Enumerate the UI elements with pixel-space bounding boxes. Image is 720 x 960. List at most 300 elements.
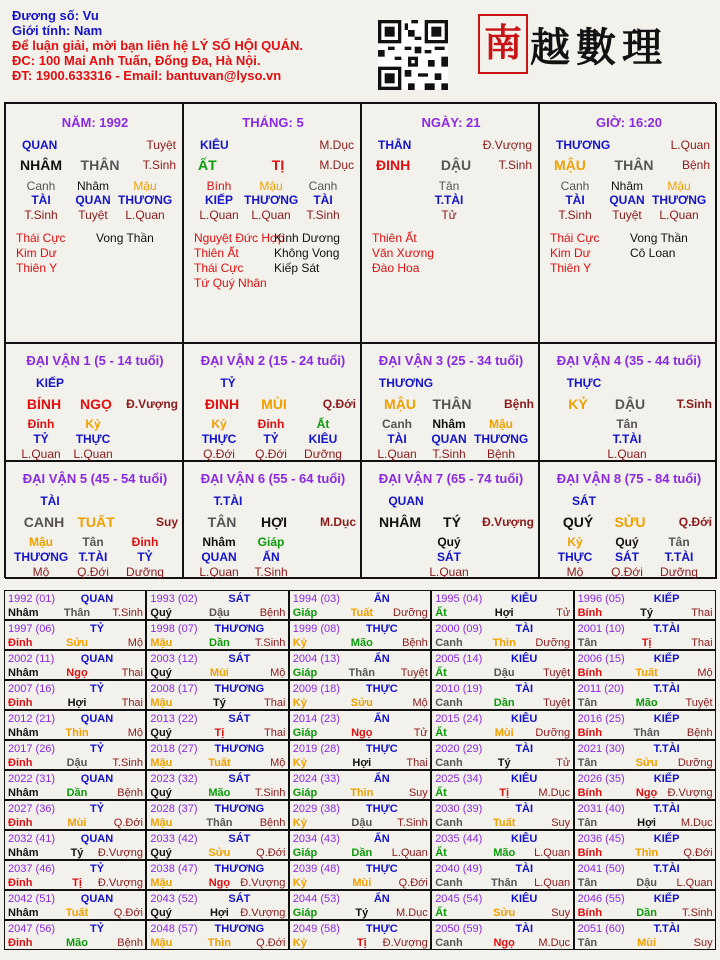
hidden-phase: L.Quan	[199, 208, 239, 222]
year-ten-god: KIÊU	[511, 653, 538, 665]
year-cell[interactable]	[574, 890, 716, 920]
year-ten-god: TỶ	[89, 863, 105, 875]
year-cell[interactable]	[431, 590, 573, 620]
year-ten-god: T.TÀI	[653, 803, 680, 815]
year-label: 2046 (55)	[577, 893, 625, 905]
year-cell[interactable]	[146, 920, 288, 950]
year-phase: Dưỡng	[535, 637, 571, 649]
year-label: 2049 (58)	[292, 923, 340, 935]
hidden-stem: Canh	[308, 179, 338, 193]
year-label: 2040 (49)	[435, 863, 483, 875]
year-cell[interactable]	[574, 710, 716, 740]
year-phase: Đ.Vượng	[97, 877, 143, 889]
year-cell[interactable]	[289, 830, 431, 860]
year-ten-god: T.TÀI	[653, 923, 680, 935]
contact-phone-email: ĐT: 1900.633316 - Email: bantuvan@lyso.vn	[12, 68, 282, 83]
luck-hidden-stem: Quý	[437, 535, 461, 549]
year-cell[interactable]	[431, 920, 573, 950]
year-phase: T.Sinh	[682, 907, 713, 919]
year-cell[interactable]	[4, 740, 146, 770]
luck-hidden-phase: Dưỡng	[126, 565, 164, 579]
luck-branch: NGỌ	[80, 396, 112, 412]
luck-pillar-title: ĐẠI VẬN 2 (15 - 24 tuổi)	[200, 353, 346, 368]
year-stem: Giáp	[292, 847, 318, 859]
year-cell[interactable]	[146, 740, 288, 770]
year-stem: Đinh	[8, 817, 33, 829]
year-stem: Tân	[577, 877, 598, 889]
divine-star: Kim Dư	[16, 246, 57, 260]
year-branch: Thìn	[65, 727, 89, 739]
pillar-ten-god: KIÊU	[200, 138, 229, 152]
year-cell[interactable]	[574, 920, 716, 950]
luck-pillar-cell[interactable]	[361, 343, 539, 461]
luck-hidden-stem: Ất	[316, 417, 330, 431]
year-cell[interactable]	[4, 770, 146, 800]
luck-pillar-title: ĐẠI VẬN 3 (25 - 34 tuổi)	[378, 353, 524, 368]
year-label: 2001 (10)	[577, 623, 625, 635]
year-branch: Dậu	[209, 607, 230, 619]
luck-hidden-stem: Mậu	[29, 535, 53, 549]
year-ten-god: TÀI	[515, 863, 534, 875]
year-phase: Thai	[121, 667, 143, 679]
year-phase: L.Quan	[391, 847, 428, 859]
luck-hidden-ten-god: QUAN	[431, 432, 467, 446]
year-phase: Đ.Vượng	[382, 937, 428, 949]
hidden-ten-god: QUAN	[75, 193, 111, 207]
luck-hidden-phase: Dưỡng	[660, 565, 698, 579]
year-cell[interactable]	[4, 860, 146, 890]
year-ten-god: TÀI	[515, 743, 534, 755]
year-phase: T.Sinh	[397, 817, 428, 829]
luck-hidden-stem: Đinh	[131, 535, 159, 549]
year-stem: Kỷ	[292, 877, 307, 889]
year-branch: Dần	[493, 697, 515, 709]
year-cell[interactable]	[289, 860, 431, 890]
luck-hidden-ten-god: ẤN	[262, 550, 280, 564]
year-ten-god: SÁT	[228, 893, 251, 905]
luck-stem: BÍNH	[26, 396, 62, 412]
qr-code-icon[interactable]	[378, 20, 448, 90]
year-label: 2014 (23)	[292, 713, 340, 725]
luck-hidden-phase: Bệnh	[486, 447, 516, 461]
year-stem: Canh	[435, 757, 463, 769]
divine-star: Thiên Ất	[194, 246, 239, 260]
year-cell[interactable]	[431, 620, 573, 650]
year-stem: Nhâm	[8, 667, 39, 679]
year-label: 2031 (40)	[577, 803, 625, 815]
year-cell[interactable]	[431, 680, 573, 710]
year-ten-god: T.TÀI	[653, 743, 680, 755]
divine-star: Kình Dương	[274, 231, 340, 245]
year-cell[interactable]	[4, 830, 146, 860]
luck-hidden-ten-god: SÁT	[615, 550, 639, 564]
divine-star: Vong Thần	[96, 231, 154, 245]
pillar-cell[interactable]	[183, 103, 361, 343]
year-stem: Giáp	[292, 787, 318, 799]
year-cell[interactable]	[4, 680, 146, 710]
year-cell[interactable]	[574, 590, 716, 620]
year-cell[interactable]	[289, 650, 431, 680]
luck-hidden-stem: Kỷ	[567, 535, 583, 549]
year-cell[interactable]	[289, 890, 431, 920]
year-phase: Đ.Vượng	[667, 787, 713, 799]
contact-address: ĐC: 100 Mai Anh Tuấn, Đống Đa, Hà Nội.	[12, 53, 261, 68]
year-stem: Tân	[577, 757, 598, 769]
year-label: 2000 (09)	[435, 623, 483, 635]
luck-branch: DẬU	[614, 396, 646, 412]
year-cell[interactable]	[146, 620, 288, 650]
year-label: 2050 (59)	[435, 923, 483, 935]
year-branch: Tý	[497, 757, 511, 769]
luck-branch: SỬU	[614, 514, 646, 530]
divine-star: Kim Dư	[550, 246, 591, 260]
year-label: 2045 (54)	[435, 893, 483, 905]
year-stem: Mậu	[150, 937, 173, 949]
owner-name: Đương số: Vu	[12, 8, 99, 23]
year-cell[interactable]	[574, 770, 716, 800]
year-phase: Tử	[556, 757, 571, 769]
luck-hidden-phase: L.Quan	[21, 447, 61, 461]
luck-phase: Suy	[155, 515, 178, 529]
luck-hidden-ten-god: TỶ	[263, 432, 279, 446]
year-cell[interactable]	[431, 800, 573, 830]
luck-branch: MÙI	[261, 396, 287, 412]
year-cell[interactable]	[146, 590, 288, 620]
year-ten-god: QUAN	[80, 773, 114, 785]
year-branch: Mùi	[637, 937, 657, 949]
year-label: 2010 (19)	[435, 683, 483, 695]
year-stem: Mậu	[150, 637, 173, 649]
year-cell[interactable]	[431, 830, 573, 860]
year-label: 2011 (20)	[577, 683, 624, 695]
chart-grid	[4, 102, 716, 578]
year-stem: Bính	[577, 847, 603, 859]
year-label: 2027 (36)	[8, 803, 56, 815]
luck-hidden-ten-god: T.TÀI	[612, 432, 642, 446]
pillar-cell[interactable]	[5, 103, 183, 343]
year-branch: Thân	[633, 727, 660, 739]
year-phase: Suy	[693, 937, 713, 949]
pillar-title: GIỜ: 16:20	[595, 115, 662, 130]
year-branch: Ngọ	[493, 937, 515, 949]
year-phase: Đ.Vượng	[240, 907, 286, 919]
year-ten-god: SÁT	[228, 833, 251, 845]
hidden-ten-god: KIẾP	[204, 193, 233, 207]
year-stem: Kỷ	[292, 637, 307, 649]
year-label: 1992 (01)	[8, 593, 56, 605]
year-ten-god: SÁT	[228, 713, 251, 725]
luck-phase: Q.Đới	[322, 397, 356, 411]
year-stem: Quý	[150, 787, 172, 799]
year-phase: Dưỡng	[393, 607, 428, 619]
year-stem: Giáp	[292, 727, 318, 739]
luck-phase: Đ.Vượng	[126, 397, 178, 411]
branch-phase: T.Sinh	[498, 158, 532, 172]
year-cell[interactable]	[289, 770, 431, 800]
year-ten-god: SÁT	[228, 773, 251, 785]
luck-stem: KỶ	[568, 396, 588, 412]
year-label: 2021 (30)	[577, 743, 625, 755]
year-branch: Ngọ	[208, 877, 231, 889]
luck-branch: HỢI	[261, 514, 287, 530]
divine-star: Cô Loan	[630, 246, 676, 260]
hidden-phase: L.Quan	[659, 208, 699, 222]
year-stem: Canh	[435, 937, 463, 949]
year-branch: Dậu	[636, 877, 657, 889]
hidden-stem: Mậu	[133, 179, 157, 193]
year-cell[interactable]	[4, 650, 146, 680]
hidden-ten-god: THƯƠNG	[118, 193, 173, 207]
luck-ten-god: THỰC	[566, 376, 602, 390]
year-cell[interactable]	[574, 860, 716, 890]
year-branch: Thìn	[492, 637, 516, 649]
divine-star: Kiếp Sát	[274, 261, 320, 275]
branch-phase: T.Sinh	[142, 158, 176, 172]
year-cell[interactable]	[146, 680, 288, 710]
luck-hidden-phase: T.Sinh	[432, 447, 466, 461]
heavenly-stem: ĐINH	[376, 157, 411, 173]
year-label: 1997 (06)	[8, 623, 56, 635]
heavenly-stem: NHÂM	[20, 157, 62, 173]
year-stem: Bính	[577, 907, 603, 919]
hidden-stem: Bính	[206, 179, 232, 193]
luck-hidden-ten-god: THỰC	[201, 432, 237, 446]
year-branch: Mùi	[494, 727, 514, 739]
year-label: 2024 (33)	[292, 773, 340, 785]
hidden-stem: Nhâm	[76, 179, 109, 193]
luck-hidden-phase: Mộ	[566, 565, 584, 579]
year-stem: Quý	[150, 727, 172, 739]
luck-hidden-stem: Nhâm	[202, 535, 236, 549]
year-label: 2017 (26)	[8, 743, 56, 755]
year-ten-god: ẤN	[373, 773, 390, 785]
year-branch: Mão	[635, 697, 658, 709]
year-label: 2028 (37)	[150, 803, 198, 815]
year-label: 2007 (16)	[8, 683, 56, 695]
year-stem: Đinh	[8, 757, 33, 769]
year-phase: Bệnh	[686, 727, 713, 739]
year-cell[interactable]	[289, 590, 431, 620]
luck-hidden-ten-god: THƯƠNG	[14, 550, 69, 564]
year-label: 2034 (43)	[292, 833, 340, 845]
year-label: 2035 (44)	[435, 833, 483, 845]
year-cell[interactable]	[289, 740, 431, 770]
luck-pillar-cell[interactable]	[5, 461, 183, 579]
luck-pillar-cell[interactable]	[361, 461, 539, 579]
year-branch: Mão	[350, 637, 373, 649]
luck-hidden-phase: L.Quan	[199, 565, 239, 579]
hidden-stem: Mậu	[667, 179, 691, 193]
year-stem: Bính	[577, 667, 603, 679]
year-branch: Sửu	[65, 637, 89, 649]
year-branch: Hợi	[67, 697, 87, 709]
year-cell[interactable]	[4, 800, 146, 830]
hidden-ten-god: TÀI	[313, 193, 333, 207]
hidden-ten-god: QUAN	[609, 193, 645, 207]
year-cell[interactable]	[4, 620, 146, 650]
luck-hidden-phase: L.Quan	[73, 447, 113, 461]
owner-gender: Giới tính: Nam	[12, 23, 103, 38]
year-cell[interactable]	[146, 650, 288, 680]
luck-ten-god: THƯƠNG	[378, 376, 434, 390]
divine-star: Thiên Y	[16, 261, 58, 275]
year-label: 2015 (24)	[435, 713, 483, 725]
year-cell[interactable]	[431, 650, 573, 680]
year-stem: Ất	[435, 907, 447, 919]
year-ten-god: THỰC	[365, 863, 398, 875]
year-branch: Tuất	[635, 667, 658, 679]
luck-branch: TÝ	[443, 514, 461, 530]
year-cell[interactable]	[574, 650, 716, 680]
year-phase: L.Quan	[534, 847, 571, 859]
pillar-ten-god: QUAN	[22, 138, 58, 152]
year-ten-god: KIÊU	[511, 713, 538, 725]
year-ten-god: KIẾP	[653, 773, 680, 785]
luck-pillar-cell[interactable]	[183, 461, 361, 579]
luck-hidden-ten-god: T.TÀI	[78, 550, 108, 564]
luck-hidden-ten-god: SÁT	[437, 550, 461, 564]
branch-phase: Bệnh	[681, 158, 710, 172]
luck-hidden-phase: Dưỡng	[304, 447, 342, 461]
year-cell[interactable]	[289, 920, 431, 950]
year-ten-god: TÀI	[515, 923, 534, 935]
hidden-phase: T.Sinh	[306, 208, 340, 222]
year-phase: Tuyệt	[685, 697, 713, 709]
year-cell[interactable]	[289, 800, 431, 830]
year-phase: Mộ	[270, 757, 286, 769]
divine-star: Nguyệt Đức Hợp	[194, 231, 285, 245]
year-branch: Tị	[641, 637, 652, 649]
divine-star: Thái Cực	[550, 231, 600, 245]
year-cell[interactable]	[4, 920, 146, 950]
year-cell[interactable]	[289, 620, 431, 650]
luck-hidden-stem: Đinh	[257, 417, 285, 431]
luck-pillar-cell[interactable]	[5, 343, 183, 461]
pillar-cell[interactable]	[361, 103, 539, 343]
year-ten-god: SÁT	[228, 653, 251, 665]
year-branch: Dần	[209, 637, 230, 649]
year-cell[interactable]	[146, 830, 288, 860]
year-phase: Bệnh	[259, 607, 286, 619]
year-label: 2042 (51)	[8, 893, 56, 905]
year-label: 2029 (38)	[292, 803, 340, 815]
year-ten-god: THƯƠNG	[214, 623, 265, 635]
year-cell[interactable]	[146, 890, 288, 920]
year-cell[interactable]	[574, 800, 716, 830]
year-ten-god: TÀI	[515, 683, 534, 695]
year-branch: Sửu	[635, 757, 658, 769]
year-ten-god: THƯƠNG	[214, 923, 265, 935]
year-cell[interactable]	[431, 890, 573, 920]
luck-hidden-phase: Q.Đới	[203, 447, 235, 461]
year-branch: Dần	[66, 787, 88, 799]
year-cell[interactable]	[4, 590, 146, 620]
year-cell[interactable]	[146, 860, 288, 890]
year-branch: Tý	[640, 607, 654, 619]
pillar-title: THÁNG: 5	[242, 115, 304, 130]
year-ten-god: THƯƠNG	[214, 743, 265, 755]
year-cell[interactable]	[146, 800, 288, 830]
year-phase: Bệnh	[259, 817, 286, 829]
year-cell[interactable]	[574, 620, 716, 650]
year-ten-god: ẤN	[373, 713, 390, 725]
year-branch: Thìn	[207, 937, 231, 949]
luck-hidden-ten-god: THỰC	[75, 432, 111, 446]
year-ten-god: THỰC	[365, 683, 398, 695]
owner-info	[12, 8, 303, 83]
luck-hidden-stem: Mậu	[489, 417, 513, 431]
year-cell[interactable]	[431, 740, 573, 770]
luck-hidden-phase: L.Quan	[607, 447, 647, 461]
luck-pillar-cell[interactable]	[539, 461, 717, 579]
year-branch: Ngọ	[351, 727, 373, 739]
year-ten-god: QUAN	[80, 893, 114, 905]
year-ten-god: T.TÀI	[653, 863, 680, 875]
year-cell[interactable]	[146, 710, 288, 740]
year-cell[interactable]	[574, 740, 716, 770]
luck-phase: M.Dục	[320, 515, 356, 529]
year-stem: Bính	[577, 787, 603, 799]
year-cell[interactable]	[431, 770, 573, 800]
year-ten-god: THỰC	[365, 743, 398, 755]
year-label: 2039 (48)	[292, 863, 340, 875]
year-cell[interactable]	[289, 710, 431, 740]
luck-stem: QUÝ	[562, 514, 594, 530]
year-stem: Quý	[150, 667, 172, 679]
hidden-ten-god: TÀI	[565, 193, 585, 207]
year-stem: Kỷ	[292, 937, 307, 949]
year-cell[interactable]	[4, 890, 146, 920]
hidden-stem: Canh	[560, 179, 590, 193]
year-branch: Dậu	[66, 757, 88, 769]
year-cell[interactable]	[146, 770, 288, 800]
luck-ten-god: KIẾP	[35, 376, 64, 390]
year-branch: Dần	[351, 847, 373, 859]
earthly-branch: DẬU	[440, 157, 472, 173]
year-cell[interactable]	[289, 680, 431, 710]
year-label: 2013 (22)	[150, 713, 198, 725]
year-stem: Mậu	[150, 877, 173, 889]
year-branch: Tị	[356, 937, 367, 949]
year-cell[interactable]	[574, 680, 716, 710]
luck-pillar-cell[interactable]	[183, 343, 361, 461]
year-branch: Tuất	[492, 817, 516, 829]
year-label: 2003 (12)	[150, 653, 198, 665]
year-cell[interactable]	[574, 830, 716, 860]
luck-pillar-cell[interactable]	[539, 343, 717, 461]
year-branch: Thân	[491, 877, 518, 889]
year-branch: Hợi	[494, 607, 514, 619]
year-label: 2002 (11)	[8, 653, 55, 665]
year-label: 2036 (45)	[577, 833, 625, 845]
seal-stamp: 南	[478, 14, 528, 74]
year-cell[interactable]	[431, 710, 573, 740]
year-stem: Quý	[150, 847, 172, 859]
luck-hidden-phase: T.Sinh	[254, 565, 288, 579]
year-ten-god: QUAN	[80, 653, 114, 665]
year-branch: Tị	[214, 727, 225, 739]
year-ten-god: TỶ	[89, 743, 105, 755]
year-label: 2005 (14)	[435, 653, 483, 665]
pillar-cell[interactable]	[539, 103, 717, 343]
earthly-branch: THÂN	[80, 157, 120, 173]
year-cell[interactable]	[431, 860, 573, 890]
hidden-ten-god: THƯƠNG	[244, 193, 299, 207]
year-ten-god: THƯƠNG	[214, 683, 265, 695]
year-cell[interactable]	[4, 710, 146, 740]
luck-hidden-stem: Nhâm	[432, 417, 466, 431]
year-ten-god: THỰC	[365, 623, 398, 635]
